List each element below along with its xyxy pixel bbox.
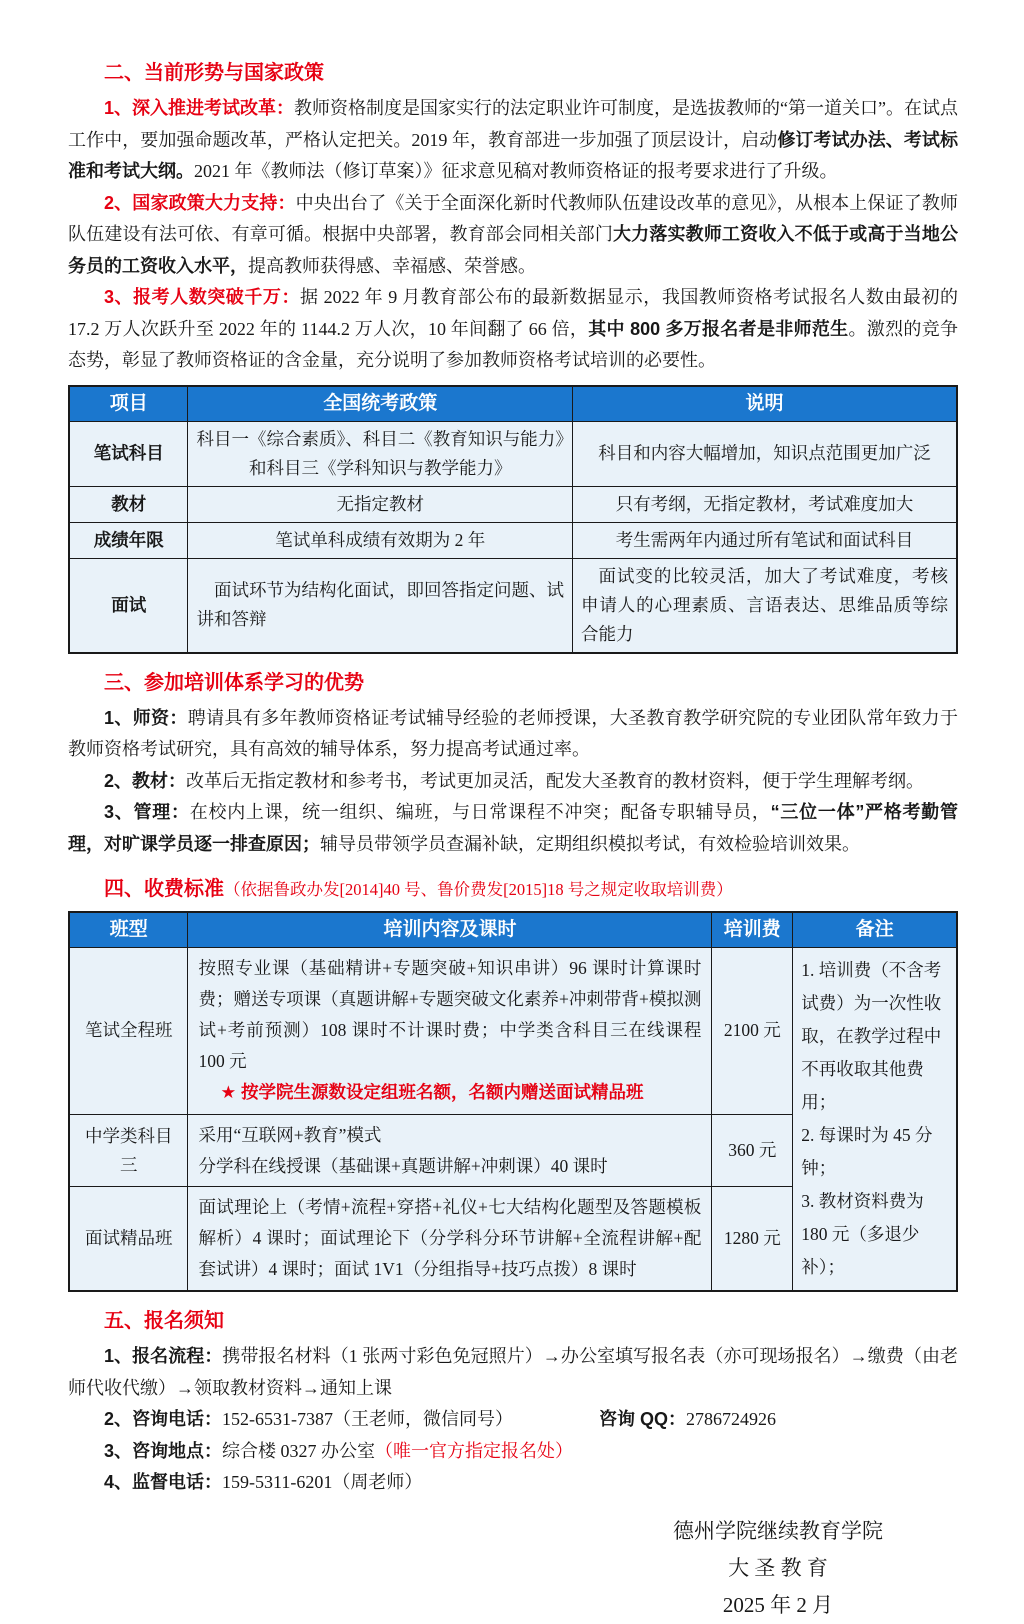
section-4-subtitle: （依据鲁政办发[2014]40 号、鲁价费发[2015]18 号之规定收取培训费） [224, 880, 733, 899]
cell-policy: 科目一《综合素质》、科目二《教育知识与能力》和科目三《学科知识与教学能力》 [188, 421, 573, 486]
qq-number: 2786724926 [686, 1409, 777, 1429]
cell-class-type: 面试精品班 [69, 1187, 188, 1291]
qq-label: 咨询 QQ： [599, 1409, 687, 1429]
cell-content [188, 1114, 712, 1186]
cell-remark [793, 948, 957, 1292]
cell-fee: 1280 元 [712, 1187, 793, 1291]
policy-table-header-note: 说明 [572, 386, 957, 422]
text-run: 提高教师获得感、幸福感、荣誉感。 [248, 255, 536, 276]
bold-text-run: 大力落实教师工资收入不低于或高于当地公务员的工资收入水平， [68, 224, 958, 276]
cell-fee: 2100 元 [712, 948, 793, 1115]
signature-org: 德州学院继续教育学院 [673, 1518, 883, 1543]
policy-table-row-written-subjects [69, 421, 957, 486]
section-5-item-3 [68, 1436, 958, 1468]
policy-table-row-score-validity [69, 522, 957, 558]
section-3-paragraph-1 [68, 703, 958, 766]
text-run: 2021 年《教师法（修订草案）》征求意见稿对教师资格证的报考要求进行了升级。 [194, 161, 838, 181]
policy-table-header-policy: 全国统考政策 [188, 386, 573, 422]
text-run: 辅导员带领学员查漏补缺，定期组织模拟考试，有效检验培训效果。 [320, 833, 860, 854]
cell-policy: 无指定教材 [188, 486, 573, 522]
text-run: 聘请具有多年教师资格证考试辅导经验的老师授课，大圣教育教学研究院的专业团队常年致力于教师资格考试研究，具有高效的辅导体系，努力提高考试通过率。 [68, 707, 958, 759]
cell-note: 只有考纲，无指定教材，考试难度加大 [572, 486, 957, 522]
bold-text-run: “三位一体”严格考勤管理，对旷课学员逐一排查原因； [68, 802, 959, 854]
cell-policy: 笔试单科成绩有效期为 2 年 [188, 522, 573, 558]
remark-line: 3. 教材资料费为 180 元（多退少补）； [801, 1191, 924, 1277]
signature-brand: 大 圣 教 育 [728, 1555, 828, 1580]
text-run: 。激烈的竞争态势，彰显了教师资格证的含金量，充分说明了参加教师资格考试培训的必要性。 [68, 318, 958, 370]
section-5-item-1 [68, 1341, 958, 1404]
section-2-paragraph-1 [68, 93, 958, 188]
cell-content [188, 1187, 712, 1291]
para-lead: 1、深入推进考试改革： [104, 98, 295, 118]
fee-table-row-written-full [69, 948, 957, 1115]
cell-fee: 360 元 [712, 1114, 793, 1186]
official-note: （唯一官方指定报名处） [375, 1440, 574, 1461]
cell-note: 科目和内容大幅增加，知识点范围更加广泛 [572, 421, 957, 486]
fee-table-header-content: 培训内容及课时 [188, 912, 712, 948]
cell-note: 面试变的比较灵活，加大了考试难度，考核申请人的心理素质、言语表达、思维品质等综合能力 [572, 558, 957, 653]
cell-item: 面试 [69, 558, 188, 653]
para-lead: 4、监督电话： [104, 1472, 223, 1492]
fee-table [68, 911, 958, 1292]
star-highlight-note: ★ 按学院生源数设定组班名额，名额内赠送面试精品班 [220, 1082, 644, 1103]
cell-note: 考生需两年内通过所有笔试和面试科目 [572, 522, 957, 558]
cell-class-type: 中学类科目三 [69, 1114, 188, 1186]
para-lead: 2、咨询电话： [104, 1409, 223, 1429]
signature-block [613, 1513, 943, 1624]
section-5-item-4 [68, 1467, 958, 1499]
course-description: 分学科在线授课（基础课+真题讲解+冲刺课）40 课时 [198, 1155, 608, 1176]
remark-line: 2. 每课时为 45 分钟； [801, 1125, 933, 1178]
policy-table-header-row [69, 386, 957, 422]
para-lead: 2、教材： [104, 770, 187, 791]
phone-number: 152-6531-7387（王老师，微信同号） [222, 1409, 514, 1429]
policy-table-header-item: 项目 [69, 386, 188, 422]
cell-content [188, 948, 712, 1115]
fee-table-header-class: 班型 [69, 912, 188, 948]
para-lead: 1、报名流程： [104, 1346, 223, 1366]
para-lead: 1、师资： [104, 707, 188, 728]
course-description: 面试理论上（考情+流程+穿搭+礼仪+七大结构化题型及答题模板解析）4 课时；面试理论下（分学科分环节讲解+全流程讲解+配套试讲）4 课时；面试 1V1（分组指导+技巧点拨）8 课时 [198, 1197, 702, 1280]
section-2-paragraph-3 [68, 282, 958, 377]
para-lead: 2、国家政策大力支持： [104, 192, 296, 213]
policy-table [68, 385, 958, 654]
para-lead: 3、报考人数突破千万： [104, 287, 300, 307]
policy-table-row-textbook [69, 486, 957, 522]
bold-text-run: 其中 800 多万报名者是非师范生 [588, 318, 849, 339]
section-2-paragraph-2 [68, 188, 958, 283]
fee-table-header-fee: 培训费 [712, 912, 793, 948]
course-description: 按照专业课（基础精讲+专题突破+知识串讲）96 课时计算课时费；赠送专项课（真题讲解+专题突破文化素养+冲刺带背+模拟测试+考前预测）108 课时不计课时费；中学类含科目三在线课程 100 元 [198, 958, 702, 1072]
text-run: 教师资格制度是国家实行的法定职业许可制度，是选拔教师的“第一道关口”。在试点工作中，要加强命题改革，严格认定把关。2019 年，教育部进一步加强了顶层设计，启动 [68, 98, 958, 150]
text-run: 中央出台了《关于全面深化新时代教师队伍建设改革的意见》，从根本上保证了教师队伍建设有法可依、有章可循。根据中央部署，教育部会同相关部门 [68, 192, 959, 244]
section-5-title: 五、报名须知 [104, 1310, 224, 1332]
cell-policy: 面试环节为结构化面试，即回答指定问题、试讲和答辩 [188, 558, 573, 653]
cell-class-type: 笔试全程班 [69, 948, 188, 1115]
cell-item: 教材 [69, 486, 188, 522]
section-4-title [68, 876, 958, 903]
text-run: 据 2022 年 9 月教育部公布的最新数据显示，我国教师资格考试报名人数由最初的 17.2 万人次跃升至 2022 年的 1144.2 万人次，10 年间翻了 66 倍， [68, 287, 958, 339]
text-run: 携带报名材料（1 张两寸彩色免冠照片）→办公室填写报名表（亦可现场报名）→缴费（由老师代收代缴）→领取教材资料→通知上课 [68, 1346, 959, 1398]
section-3-title: 三、参加培训体系学习的优势 [104, 671, 364, 694]
bold-text-run: 修订考试办法、考试标准和考试大纲。 [68, 129, 958, 181]
para-lead: 3、管理： [104, 802, 190, 822]
phone-number: 159-5311-6201（周老师） [222, 1472, 423, 1492]
section-4-title-text: 四、收费标准 [104, 878, 224, 900]
section-5-item-2 [68, 1404, 958, 1436]
course-description: 采用“互联网+教育”模式 [198, 1124, 382, 1145]
para-lead: 3、咨询地点： [104, 1440, 223, 1461]
address-text: 综合楼 0327 办公室 [222, 1440, 376, 1461]
remark-line: 1. 培训费（不含考试费）为一次性收取，在教学过程中不再收取其他费用； [801, 960, 942, 1112]
signature-date: 2025 年 2 月 [722, 1592, 834, 1617]
fee-table-header-remark: 备注 [793, 912, 957, 948]
qq-group [599, 1409, 776, 1429]
section-2-title: 二、当前形势与国家政策 [104, 62, 324, 84]
cell-item: 笔试科目 [69, 421, 188, 486]
policy-table-row-interview [69, 558, 957, 653]
section-3-paragraph-2 [68, 766, 958, 798]
fee-table-header-row [69, 912, 957, 948]
text-run: 改革后无指定教材和参考书，考试更加灵活，配发大圣教育的教材资料，便于学生理解考纲。 [186, 770, 925, 791]
cell-item: 成绩年限 [69, 522, 188, 558]
text-run: 在校内上课，统一组织、编班，与日常课程不冲突；配备专职辅导员， [189, 802, 771, 822]
section-3-paragraph-3 [68, 797, 958, 860]
